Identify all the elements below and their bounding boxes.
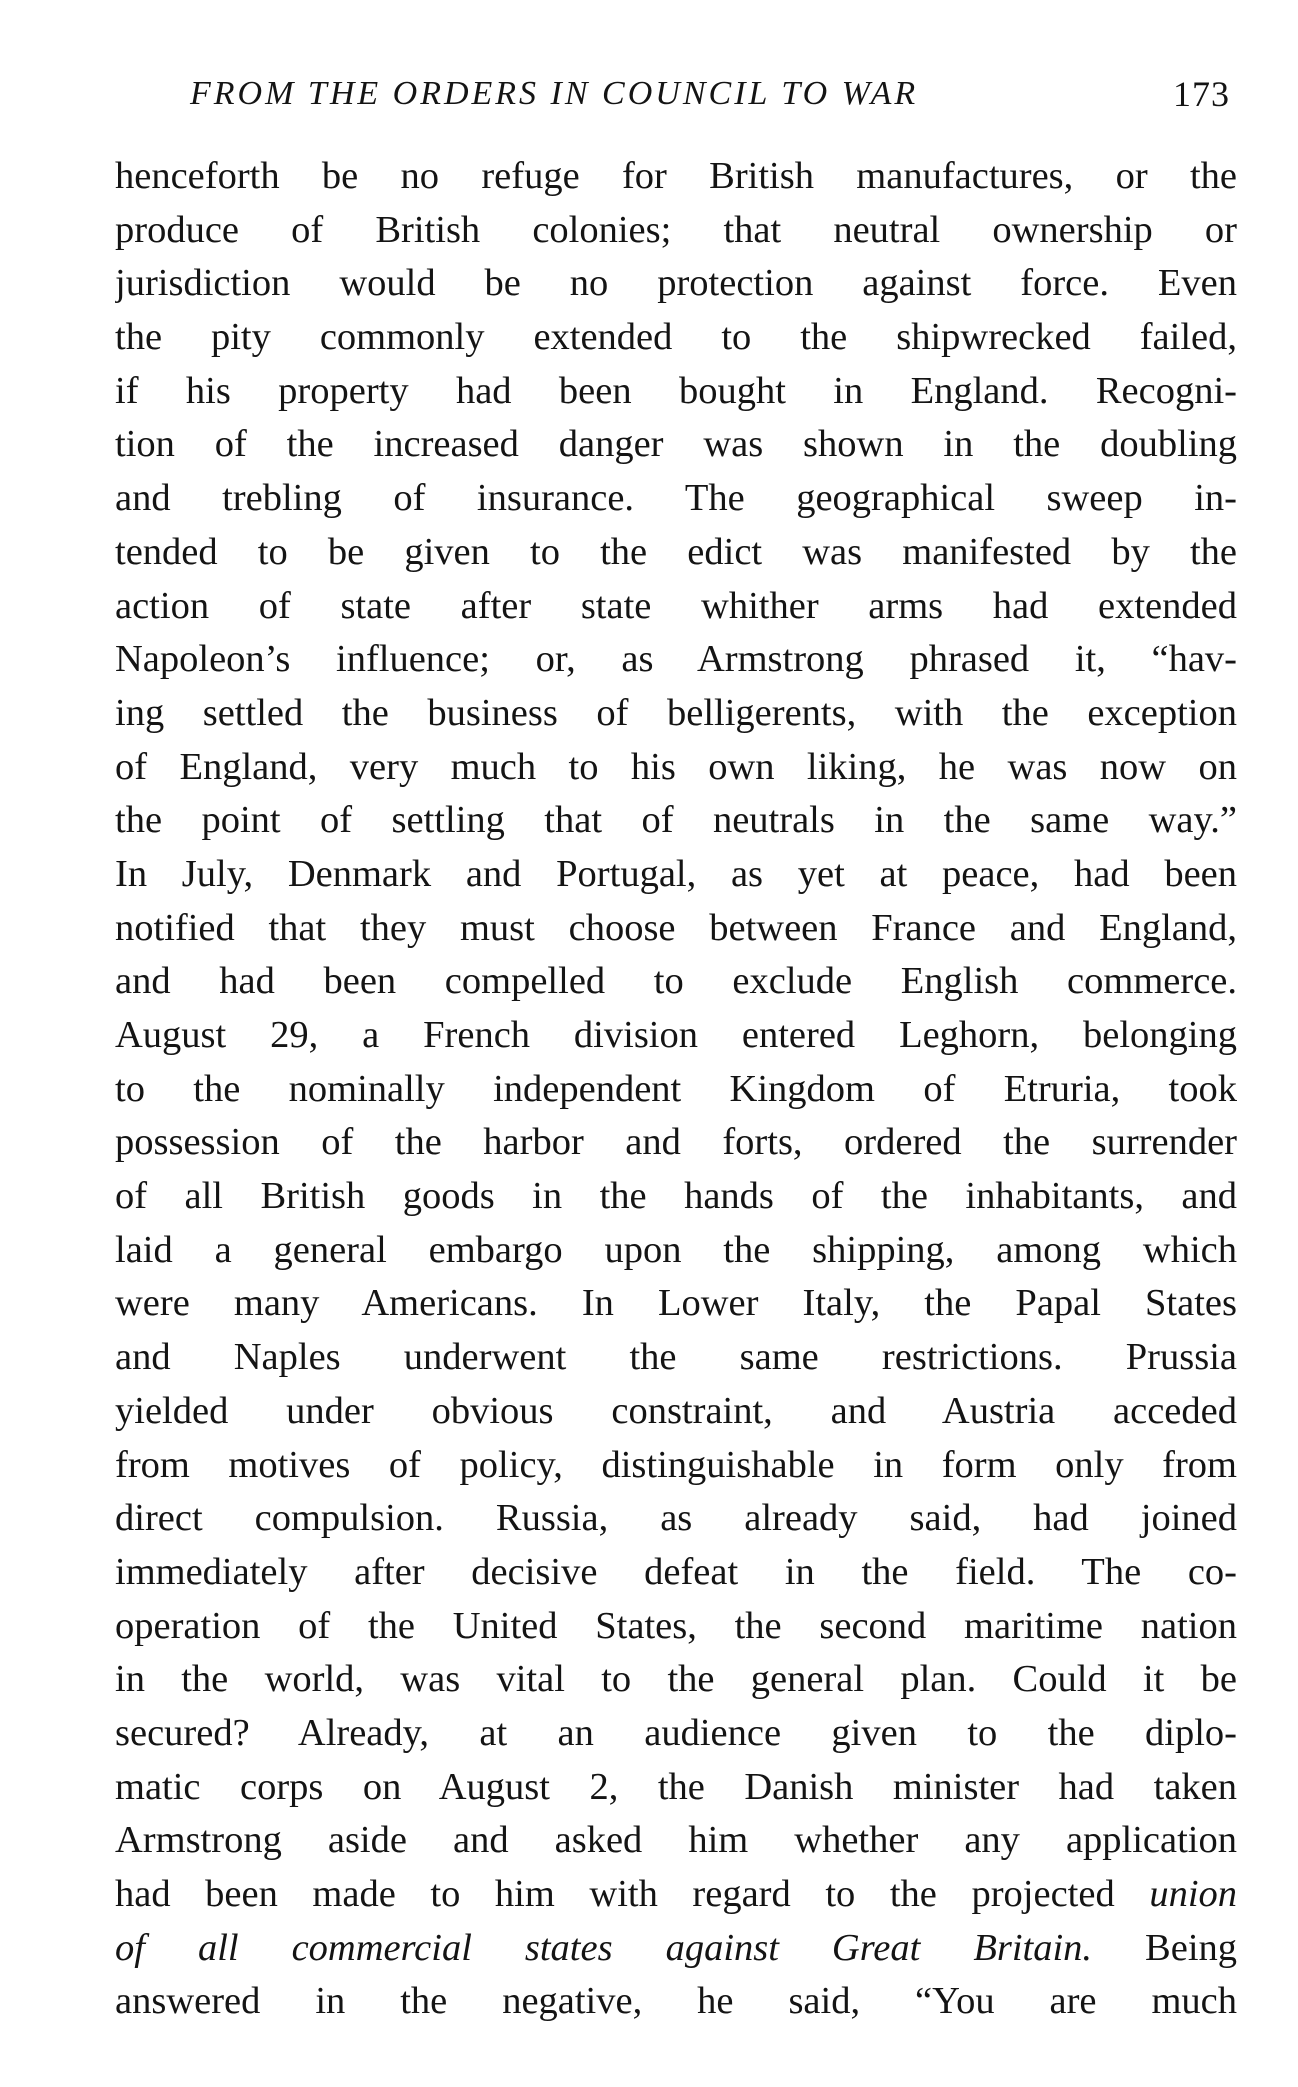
page-header <box>190 72 1230 120</box>
text-line: direct compulsion. Russia, as already said, had joined <box>115 1497 1237 1540</box>
text-line: and Naples underwent the same restrictions. Prussia <box>115 1336 1237 1379</box>
text-line: In July, Denmark and Portugal, as yet at peace, had been <box>115 852 1237 895</box>
text-line: laid a general embargo upon the shipping, among which <box>115 1228 1237 1271</box>
text-line: answered in the negative, he said, “You are much <box>115 1980 1237 2023</box>
text-line: produce of British colonies; that neutral ownership or <box>115 208 1237 251</box>
text-line: in the world, was vital to the general plan. Could it be <box>115 1658 1237 1701</box>
text-line: if his property had been bought in England. Recogni- <box>115 369 1237 412</box>
text-line: of England, very much to his own liking, he was now on <box>115 745 1237 788</box>
text-line: henceforth be no refuge for British manufactures, or the <box>115 155 1237 197</box>
text-line-mixed <box>115 1868 1237 1922</box>
text-line: to the nominally independent Kingdom of Etruria, took <box>115 1067 1237 1110</box>
page-number: 173 <box>1173 74 1230 114</box>
text-line: Armstrong aside and asked him whether any application <box>115 1819 1237 1862</box>
italic-phrase: of all commercial states against Great Britain. <box>115 1926 1093 1969</box>
text-line: ing settled the business of belligerents, with the exception <box>115 691 1237 734</box>
text-line: jurisdiction would be no protection against force. Even <box>115 262 1237 305</box>
text-line: immediately after decisive defeat in the field. The co- <box>115 1550 1237 1593</box>
text-line: from motives of policy, distinguishable in form only from <box>115 1443 1237 1486</box>
text-line: secured? Already, at an audience given to the diplo- <box>115 1711 1237 1754</box>
text-line-mixed <box>115 1922 1237 1976</box>
text-line: the point of settling that of neutrals in the same way.” <box>115 799 1237 842</box>
text-line: matic corps on August 2, the Danish minister had taken <box>115 1765 1237 1808</box>
text-segment: Being <box>1145 1926 1237 1969</box>
text-line: tended to be given to the edict was manifested by the <box>115 530 1237 573</box>
italic-phrase: union <box>1149 1873 1237 1915</box>
text-line: notified that they must choose between France and England, <box>115 906 1237 949</box>
text-line: and trebling of insurance. The geographical sweep in- <box>115 477 1237 520</box>
running-title: FROM THE ORDERS IN COUNCIL TO WAR <box>190 75 919 112</box>
text-line: operation of the United States, the second maritime nation <box>115 1604 1237 1647</box>
text-line: action of state after state whither arms had extended <box>115 584 1237 627</box>
text-line: possession of the harbor and forts, ordered the surrender <box>115 1121 1237 1164</box>
text-line: of all British goods in the hands of the inhabitants, and <box>115 1175 1237 1218</box>
text-line: August 29, a French division entered Leghorn, belonging <box>115 1014 1237 1056</box>
text-segment: had been made to him with regard to the projected <box>115 1873 1115 1915</box>
body-text <box>115 150 1237 2029</box>
text-line: the pity commonly extended to the shipwrecked failed, <box>115 316 1237 359</box>
text-line: were many Americans. In Lower Italy, the Papal States <box>115 1282 1237 1325</box>
text-line: tion of the increased danger was shown in the doubling <box>115 423 1237 466</box>
text-line: yielded under obvious constraint, and Austria acceded <box>115 1389 1237 1432</box>
text-line: and had been compelled to exclude English commerce. <box>115 960 1237 1003</box>
text-line: Napoleon’s influence; or, as Armstrong phrased it, “hav- <box>115 638 1237 681</box>
